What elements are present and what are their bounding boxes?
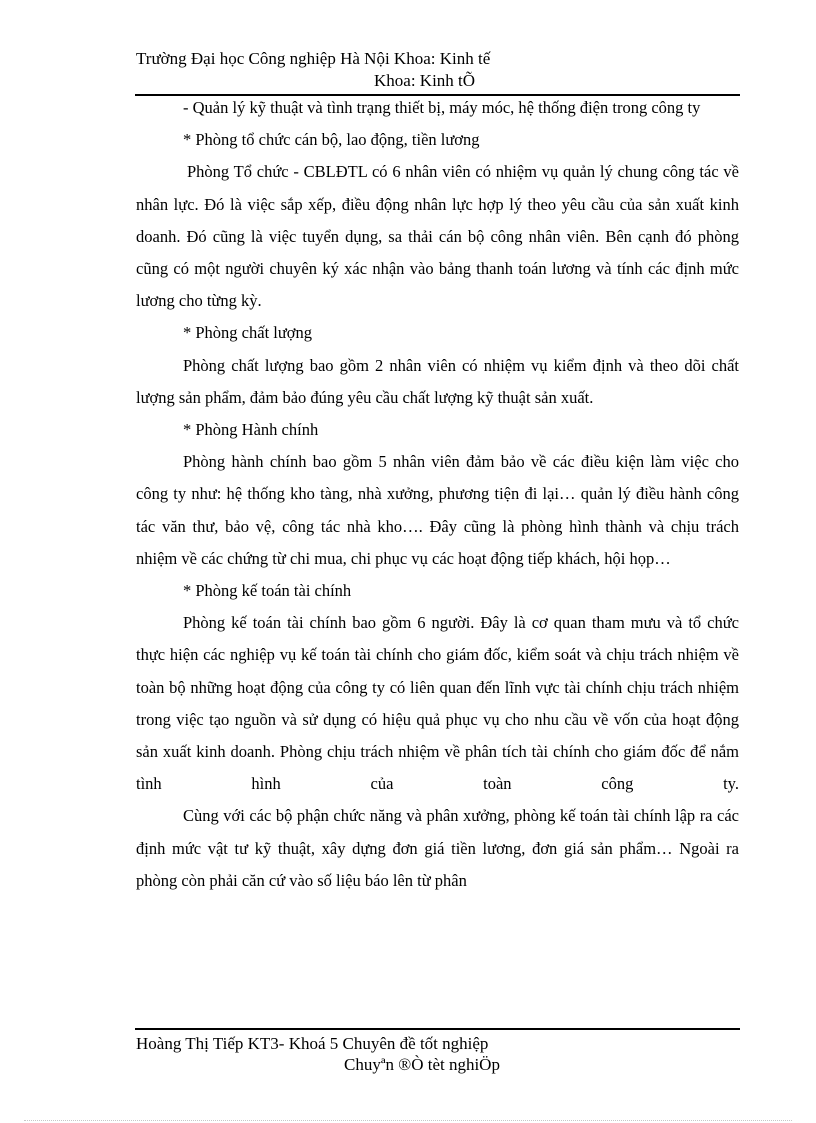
paragraph-quality: Phòng chất lượng bao gồm 2 nhân viên có nhiệm vụ kiểm định và theo dõi chất lượng sản phẩm, đảm bảo đúng yêu cầu chất lượng kỹ thuật sản xuất. (136, 355, 739, 407)
body-text (136, 92, 739, 897)
page-footer-author: Hoàng Thị Tiếp KT3- Khoá 5 Chuyên đề tốt nghiệp (136, 1034, 489, 1053)
section-heading-administration: * Phòng Hành chính (183, 420, 319, 440)
paragraph-administration: Phòng hành chính bao gồm 5 nhân viên đảm bảo về các điều kiện làm việc cho công ty như: hệ thống kho tàng, nhà xưởng, phương tiện đi lại… quản lý điều hành công tác văn thư, bảo vệ, công tác nhà kho…. Đây cũng là phòng hình thành và chịu trách nhiệm về các chứng từ chi mua, chi phục vụ các hoạt động tiếp khách, hội họp… (136, 452, 739, 568)
paragraph-personnel: Phòng Tổ chức - CBLĐTL có 6 nhân viên có nhiệm vụ quản lý chung công tác về nhân lực. Đó là việc sắp xếp, điều động nhân lực hợp lý theo yêu cầu của sản xuất kinh doanh. Đó cũng là việc tuyển dụng, sa thải cán bộ công nhân viên. Bên cạnh đó phòng cũng có một người chuyên ký xác nhận vào bảng thanh toán lương và tính các định mức lương cho từng kỳ. (136, 162, 739, 311)
paragraph-finance: Phòng kế toán tài chính bao gồm 6 người. Đây là cơ quan tham mưu và tổ chức thực hiện các nghiệp vụ kế toán tài chính cho giám đốc, kiểm soát và chịu trách nhiệm về toàn bộ những hoạt động của công ty có liên quan đến lĩnh vực tài chính chịu trách nhiệm trong việc tạo nguồn và sử dụng có hiệu quả phục vụ cho nhu cầu về vốn của hoạt động sản xuất kinh doanh. Phòng chịu trách nhiệm về phân tích tài chính cho giám đốc để nắm tình hình của toàn công ty. (136, 613, 739, 794)
page-footer-subtitle: Chuyªn ®Ò tèt nghiÖp (344, 1055, 500, 1074)
section-heading-personnel: * Phòng tổ chức cán bộ, lao động, tiền lương (183, 130, 480, 150)
page-header-title: Trường Đại học Công nghiệp Hà Nội Khoa: Kinh tế (136, 49, 491, 68)
paragraph-equipment-management: - Quản lý kỹ thuật và tình trạng thiết bị, máy móc, hệ thống điện trong công ty (183, 98, 701, 117)
section-heading-quality: * Phòng chất lượng (183, 323, 313, 343)
page-header-subtitle: Khoa: Kinh tÕ (374, 71, 476, 90)
paragraph-coordination: Cùng với các bộ phận chức năng và phân xưởng, phòng kế toán tài chính lập ra các định mức vật tư kỹ thuật, xây dựng đơn giá tiền lương, đơn giá sản phẩm… Ngoài ra phòng còn phải căn cứ vào số liệu báo lên từ phân (136, 806, 739, 890)
footer-divider (135, 1028, 740, 1030)
section-heading-finance: * Phòng kế toán tài chính (183, 581, 352, 601)
page-bottom-edge (24, 1120, 792, 1121)
